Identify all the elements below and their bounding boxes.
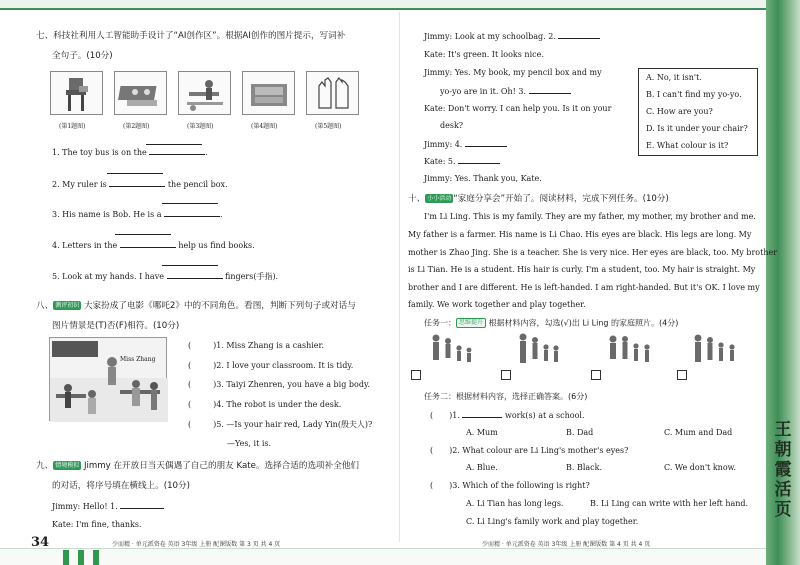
footer-left: 少而精 · 单元派资卷 英语 3年级 上册 配课版数 第 3 页 共 4 页: [112, 541, 281, 548]
blank-top-line: [162, 265, 218, 266]
q7-caption-1: (第1题图): [59, 123, 86, 130]
q8-scene-image: [49, 337, 167, 421]
footer-bar-2: [78, 550, 84, 565]
photo-3-checkbox[interactable]: [591, 370, 601, 380]
question-2: ( )2. What colour are Li Ling's mother's eyes?: [430, 446, 629, 455]
scene-label: Miss Zhang: [120, 356, 156, 363]
q7-caption-3: (第3题图): [187, 123, 214, 130]
task-2: 任务二：根据材料内容，选择正确答案。(6分): [424, 392, 588, 401]
passage-line-5: brother and I are different. He is left-handed. I am right-handed. But it's OK. I love my: [408, 283, 760, 292]
passage-line-6: family. We work together and play together.: [408, 300, 586, 309]
answer-blank[interactable]: [462, 410, 502, 418]
q1-option-c: C. Mum and Dad: [664, 428, 733, 437]
answer-blank[interactable]: [167, 271, 223, 279]
dialogue-line-jimmy-2: Jimmy: Yes. My book, my pencil box and my: [424, 68, 602, 77]
dialogue-line-2: Jimmy: Look at my schoolbag. 2.: [424, 31, 600, 42]
q9-heading-2: 的对话，将序号填在横线上。(10分): [52, 481, 190, 491]
option-b: B. I can't find my yo-yo.: [646, 90, 742, 99]
side-text: 王朝霞活页: [774, 420, 792, 520]
q1-option-b: B. Dad: [566, 428, 594, 437]
answer-blank[interactable]: [558, 31, 600, 39]
q9-tag: 情境模拟: [55, 462, 80, 469]
options-box: [638, 68, 758, 156]
blank-top-line: [115, 234, 171, 235]
question-3: ( )3. Which of the following is right?: [430, 481, 590, 490]
dialogue-line-kate-2: Kate: Don't worry. I can help you. Is it on your: [424, 104, 612, 113]
answer-blank[interactable]: [529, 86, 571, 94]
footer-bar-1: [63, 550, 69, 565]
answer-blank[interactable]: [465, 139, 507, 147]
task-1: 任务一： 思维提升 根据材料内容，勾选(√)出 Li Ling 的家庭照片。(4分): [424, 318, 679, 328]
blank-top-line: [146, 144, 202, 145]
answer-blank[interactable]: [120, 501, 164, 509]
answer-blank[interactable]: [164, 209, 220, 217]
page-divider: [399, 12, 400, 542]
q7-picture-2: [114, 71, 167, 115]
option-d: D. Is it under your chair?: [646, 124, 748, 133]
q7-picture-3: [178, 71, 231, 115]
q1-option-a: A. Mum: [466, 428, 498, 437]
family-photo-4: [688, 332, 742, 372]
answer-blank[interactable]: [149, 147, 205, 155]
q7-heading: 七、科技社利用人工智能助手设计了“AI创作区”。根据AI创作的图片提示，写词补: [36, 31, 346, 41]
q2-option-a: A. Blue.: [466, 463, 498, 472]
q7-caption-5: (第5题图): [315, 123, 342, 130]
q7-caption-2: (第2题图): [123, 123, 150, 130]
q7-item-4: 4. Letters in the help us find books.: [52, 241, 255, 250]
q2-option-b: B. Black.: [566, 463, 603, 472]
dialogue-line-3: yo-yo are in it. Oh! 3.: [440, 86, 571, 97]
photo-2-checkbox[interactable]: [501, 370, 511, 380]
footer-right: 少而精 · 单元派资卷 英语 3年级 上册 配课版数 第 4 页 共 4 页: [482, 541, 651, 548]
blank-top-line: [107, 173, 163, 174]
q10-heading: 十、 小小活动 “家庭分享会”开始了。阅读材料，完成下列任务。(10分): [408, 194, 669, 204]
answer-blank[interactable]: [109, 179, 165, 187]
q8-item-4: ( )4. The robot is under the desk.: [188, 400, 342, 409]
q3-option-a: A. Li Tian has long legs.: [466, 499, 564, 508]
photo-1-checkbox[interactable]: [411, 370, 421, 380]
q10-tag: 小小活动: [427, 195, 452, 202]
q7-caption-4: (第4题图): [251, 123, 278, 130]
q7-picture-5: [306, 71, 359, 115]
q2-option-c: C. We don't know.: [664, 463, 737, 472]
top-border: [0, 0, 800, 10]
q9-line-2: Kate: I'm fine, thanks.: [52, 520, 142, 529]
q7-heading-2: 全句子。(10分): [52, 51, 113, 61]
passage-line-4: is Li Tian. He is a student. His hair is curly. I'm a student, too. My hair is straight. My: [408, 265, 756, 274]
passage-line-3: mother is Zhao Jing. She is a teacher. She is very nice. Her eyes are black, too. My brother: [408, 248, 778, 257]
q8-item-3: ( )3. Taiyi Zhenren, you have a big body.: [188, 380, 370, 389]
task1-tag: 思维提升: [456, 318, 486, 328]
bottom-border: [0, 548, 800, 565]
dialogue-line-jimmy-end: Jimmy: Yes. Thank you, Kate.: [424, 174, 542, 183]
option-a: A. No, it isn't.: [646, 73, 702, 82]
q8-heading: 八、 测评初识 大家扮成了电影《哪吒2》中的不同角色。看图，判断下列句子或对话与: [36, 301, 356, 311]
q9-heading: 九、 情境模拟 Jimmy 在开放日当天偶遇了自己的朋友 Kate。选择合适的选项补全他们: [36, 461, 360, 471]
q8-item-1: ( )1. Miss Zhang is a cashier.: [188, 341, 325, 350]
option-e: E. What colour is it?: [646, 141, 729, 150]
photo-4-checkbox[interactable]: [677, 370, 687, 380]
family-photo-3: [604, 332, 658, 372]
question-1: ( )1. work(s) at a school.: [430, 411, 585, 420]
passage-line-1: I'm Li Ling. This is my family. They are my father, my mother, my brother and me.: [424, 212, 756, 221]
dialogue-line-5: Kate: 5.: [424, 156, 500, 167]
family-photo-1: [426, 332, 480, 372]
q8-heading-2: 图片情景是(T)否(F)相符。(10分): [52, 321, 180, 331]
q7-item-5: 5. Look at my hands. I have fingers(手指).: [52, 272, 279, 281]
blank-top-line: [162, 203, 218, 204]
answer-blank[interactable]: [120, 240, 176, 248]
q7-item-2: 2. My ruler is the pencil box.: [52, 180, 228, 189]
option-c: C. How are you?: [646, 107, 713, 116]
answer-blank[interactable]: [458, 156, 500, 164]
q8-item-5-answer: —Yes, it is.: [227, 439, 272, 448]
q7-item-1: 1. The toy bus is on the .: [52, 148, 208, 157]
side-strip: [766, 0, 800, 565]
passage-line-2: My father is a farmer. His name is Li Chao. His eyes are black. His legs are long. My: [408, 230, 752, 239]
q8-tag: 测评初识: [55, 302, 80, 309]
family-photo-2: [514, 332, 568, 372]
q9-line-1: Jimmy: Hello! 1.: [52, 501, 164, 512]
dialogue-line-4: Jimmy: 4.: [424, 139, 507, 150]
q3-option-b: B. Li Ling can write with her left hand.: [590, 499, 749, 508]
dialogue-line-kate-2b: desk?: [440, 121, 464, 130]
q7-picture-4: [242, 71, 295, 115]
q7-item-3: 3. His name is Bob. He is a .: [52, 210, 223, 219]
q7-picture-1: [50, 71, 103, 115]
page-number-left: 34: [31, 535, 50, 550]
footer-bar-3: [93, 550, 99, 565]
q8-item-5: ( )5. —Is your hair red, Lady Yin(殷夫人)?: [188, 420, 373, 429]
dialogue-line-kate-1: Kate: It's green. It looks nice.: [424, 50, 544, 59]
q8-item-2: ( )2. I love your classroom. It is tidy.: [188, 361, 354, 370]
q3-option-c: C. Li Ling's family work and play together.: [466, 517, 639, 526]
